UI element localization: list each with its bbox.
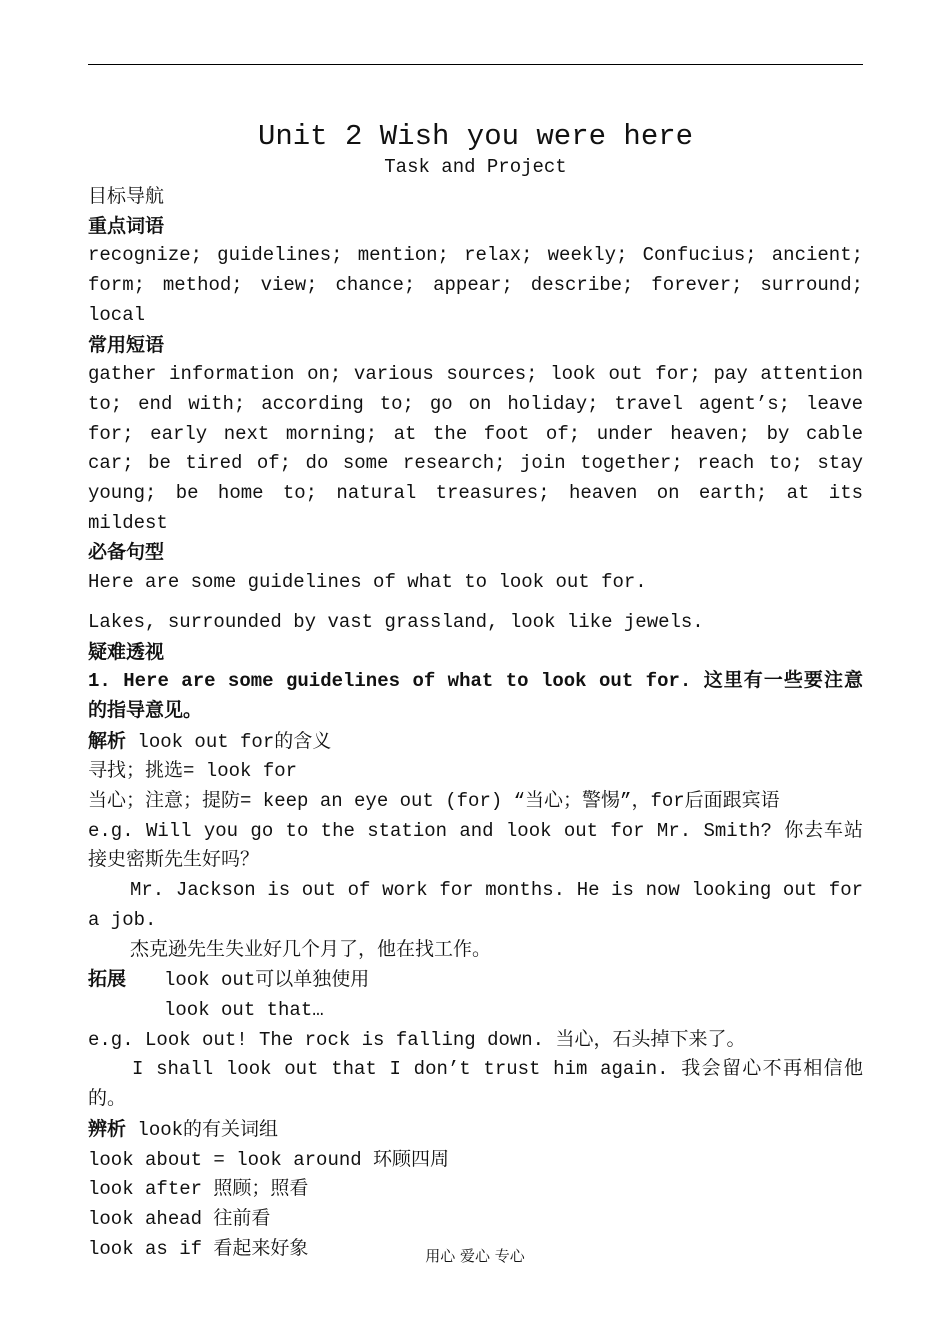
look-phrase-item: look after 照顾；照看 xyxy=(88,1178,309,1201)
example-1: e.g. Will you go to the station and look out for Mr. Smith? 你去车站接史密斯先生好吗？ xyxy=(88,819,863,872)
difficulty-point-1: 1. Here are some guidelines of what to look out for. 这里有一些要注意的指导意见。 xyxy=(88,670,863,722)
phrases-text: gather information on; various sources; look out for; pay attention to; end with; according to; go on holiday; travel agent’s; leave for; early next morning; at the foot of; under heaven; by cable car; be tired of; do some research; join together; reach to; stay young; be home to; natural treasures; heaven on earth; at its mildest xyxy=(88,363,863,534)
document-body xyxy=(88,182,863,1264)
extend-2: look out that… xyxy=(164,998,324,1021)
nav-label: 目标导航 xyxy=(88,185,165,207)
example-3: e.g. Look out! The rock is falling down. 当心，石头掉下来了。 xyxy=(88,1028,746,1051)
page-title: Unit 2 Wish you were here xyxy=(257,120,694,153)
key-words-heading: 重点词语 xyxy=(88,214,165,237)
key-words-text: recognize; guidelines; mention; relax; weekly; Confucius; ancient; form; method; view; chance; appear; describe; forever; surround; local xyxy=(88,244,863,326)
look-phrase-item: look as if 看起来好象 xyxy=(88,1237,309,1260)
example-2: Mr. Jackson is out of work for months. He is now looking out for a job. xyxy=(88,879,863,931)
header-rule xyxy=(88,64,863,65)
extend-1: look out可以单独使用 xyxy=(164,969,370,992)
extend-label: 拓展 xyxy=(88,968,127,991)
meaning-1: 寻找；挑选= look for xyxy=(88,760,298,783)
distinguish-text: look的有关词组 xyxy=(126,1118,279,1141)
sentence-2: Lakes, surrounded by vast grassland, look like jewels. xyxy=(88,610,704,633)
distinguish-label: 辨析 xyxy=(88,1117,127,1140)
phrases-heading: 常用短语 xyxy=(88,333,165,356)
sentences-heading: 必备句型 xyxy=(88,541,165,564)
look-phrase-item: look ahead 往前看 xyxy=(88,1207,271,1230)
look-phrase-item: look about = look around 环顾四周 xyxy=(88,1148,450,1171)
sentence-1: Here are some guidelines of what to look out for. xyxy=(88,571,647,594)
analysis-text: look out for的含义 xyxy=(126,730,332,753)
example-4: I shall look out that I don’t trust him again. 我会留心不再相信他的。 xyxy=(88,1058,863,1111)
analysis-label: 解析 xyxy=(88,729,127,752)
page-footer: 用心 爱心 专心 xyxy=(425,1247,525,1265)
analysis-line xyxy=(88,727,863,758)
example-2-translation: 杰克逊先生失业好几个月了，他在找工作。 xyxy=(130,938,492,961)
difficulties-heading: 疑难透视 xyxy=(88,640,165,663)
distinguish-line xyxy=(88,1115,863,1146)
page-subtitle: Task and Project xyxy=(384,156,567,178)
extend-line xyxy=(88,965,863,996)
meaning-2: 当心；注意；提防= keep an eye out (for) “当心；警惕”，for后面跟宾语 xyxy=(88,790,780,813)
